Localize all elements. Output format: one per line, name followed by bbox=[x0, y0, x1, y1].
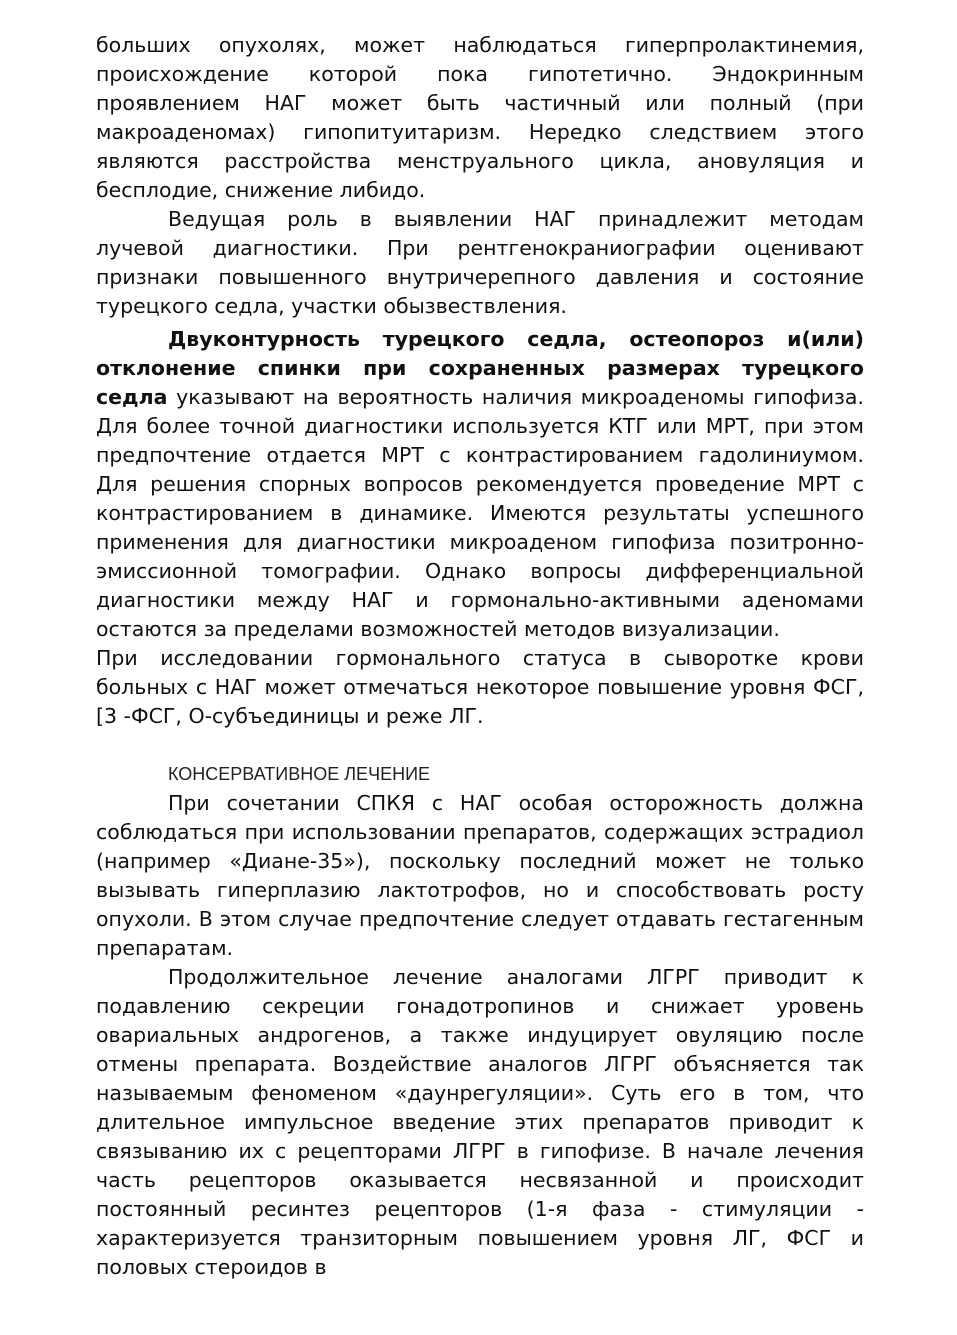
paragraph-3 bbox=[96, 325, 864, 644]
paragraph-3-text: указывают на вероятность наличия микроаденомы гипофиза. Для более точной диагностики используется КТГ или МРТ, при этом предпочтение отдается МРТ с контрастированием гадолиниумом. Для решения спорных вопросов рекомендуется проведение МРТ с контрастированием в динамике. Имеются результаты успешного применения для диагностики микроаденом гипофиза позитронно-эмиссионной томографии. Однако вопросы дифференциальной диагностики между НАГ и гормонально-активными аденомами остаются за пределами возможностей методов визуализации. bbox=[96, 385, 864, 641]
paragraph-6: Продолжительное лечение аналогами ЛГРГ приводит к подавлению секреции гонадотропинов и снижает уровень овариальных андрогенов, а также индуцирует овуляцию после отмены препарата. Воздействие аналогов ЛГРГ объясняется так называемым феноменом «даунрегуляции». Суть его в том, что длительное импульсное введение этих препаратов приводит к связыванию их с рецепторами ЛГРГ в гипофизе. В начале лечения часть рецепторов оказывается несвязанной и происходит постоянный ресинтез рецепторов (1-я фаза - стимуляции - характеризуется транзиторным повышением уровня ЛГ, ФСГ и половых стероидов в bbox=[96, 965, 864, 1279]
paragraph-2: Ведущая роль в выявлении НАГ принадлежит методам лучевой диагностики. При рентгенокраниографии оценивают признаки повышенного внутричерепного давления и состояние турецкого седла, участки обызвествления. bbox=[96, 207, 864, 318]
document-page bbox=[96, 31, 864, 1282]
paragraph-1: больших опухолях, может наблюдаться гиперпролактинемия, происхождение которой пока гипотетично. Эндокринным проявлением НАГ может быть частичный или полный (при макроаденомах) гипопитуитаризм. Нередко следствием этого являются расстройства менструального цикла, ановуляция и бесплодие, снижение либидо. bbox=[96, 33, 864, 202]
paragraph-4: При исследовании гормонального статуса в сыворотке крови больных с НАГ может отмечаться некоторое повышение уровня ФСГ,[3 -ФСГ, О-субъединицы и реже ЛГ. bbox=[96, 646, 864, 728]
section-heading: КОНСЕРВАТИВНОЕ ЛЕЧЕНИЕ bbox=[168, 764, 431, 784]
paragraph-3-bold-text: Двуконтурность турецкого седла, остеопороз и(или) отклонение спинки при сохраненных размерах турецкого седла bbox=[96, 327, 864, 409]
paragraph-5: При сочетании СПКЯ с НАГ особая осторожность должна соблюдаться при использовании препаратов, содержащих эстрадиол (например «Диане-35»), поскольку последний может не только вызывать гиперплазию лактотрофов, но и способствовать росту опухоли. В этом случае предпочтение следует отдавать гестагенным препаратам. bbox=[96, 791, 864, 960]
